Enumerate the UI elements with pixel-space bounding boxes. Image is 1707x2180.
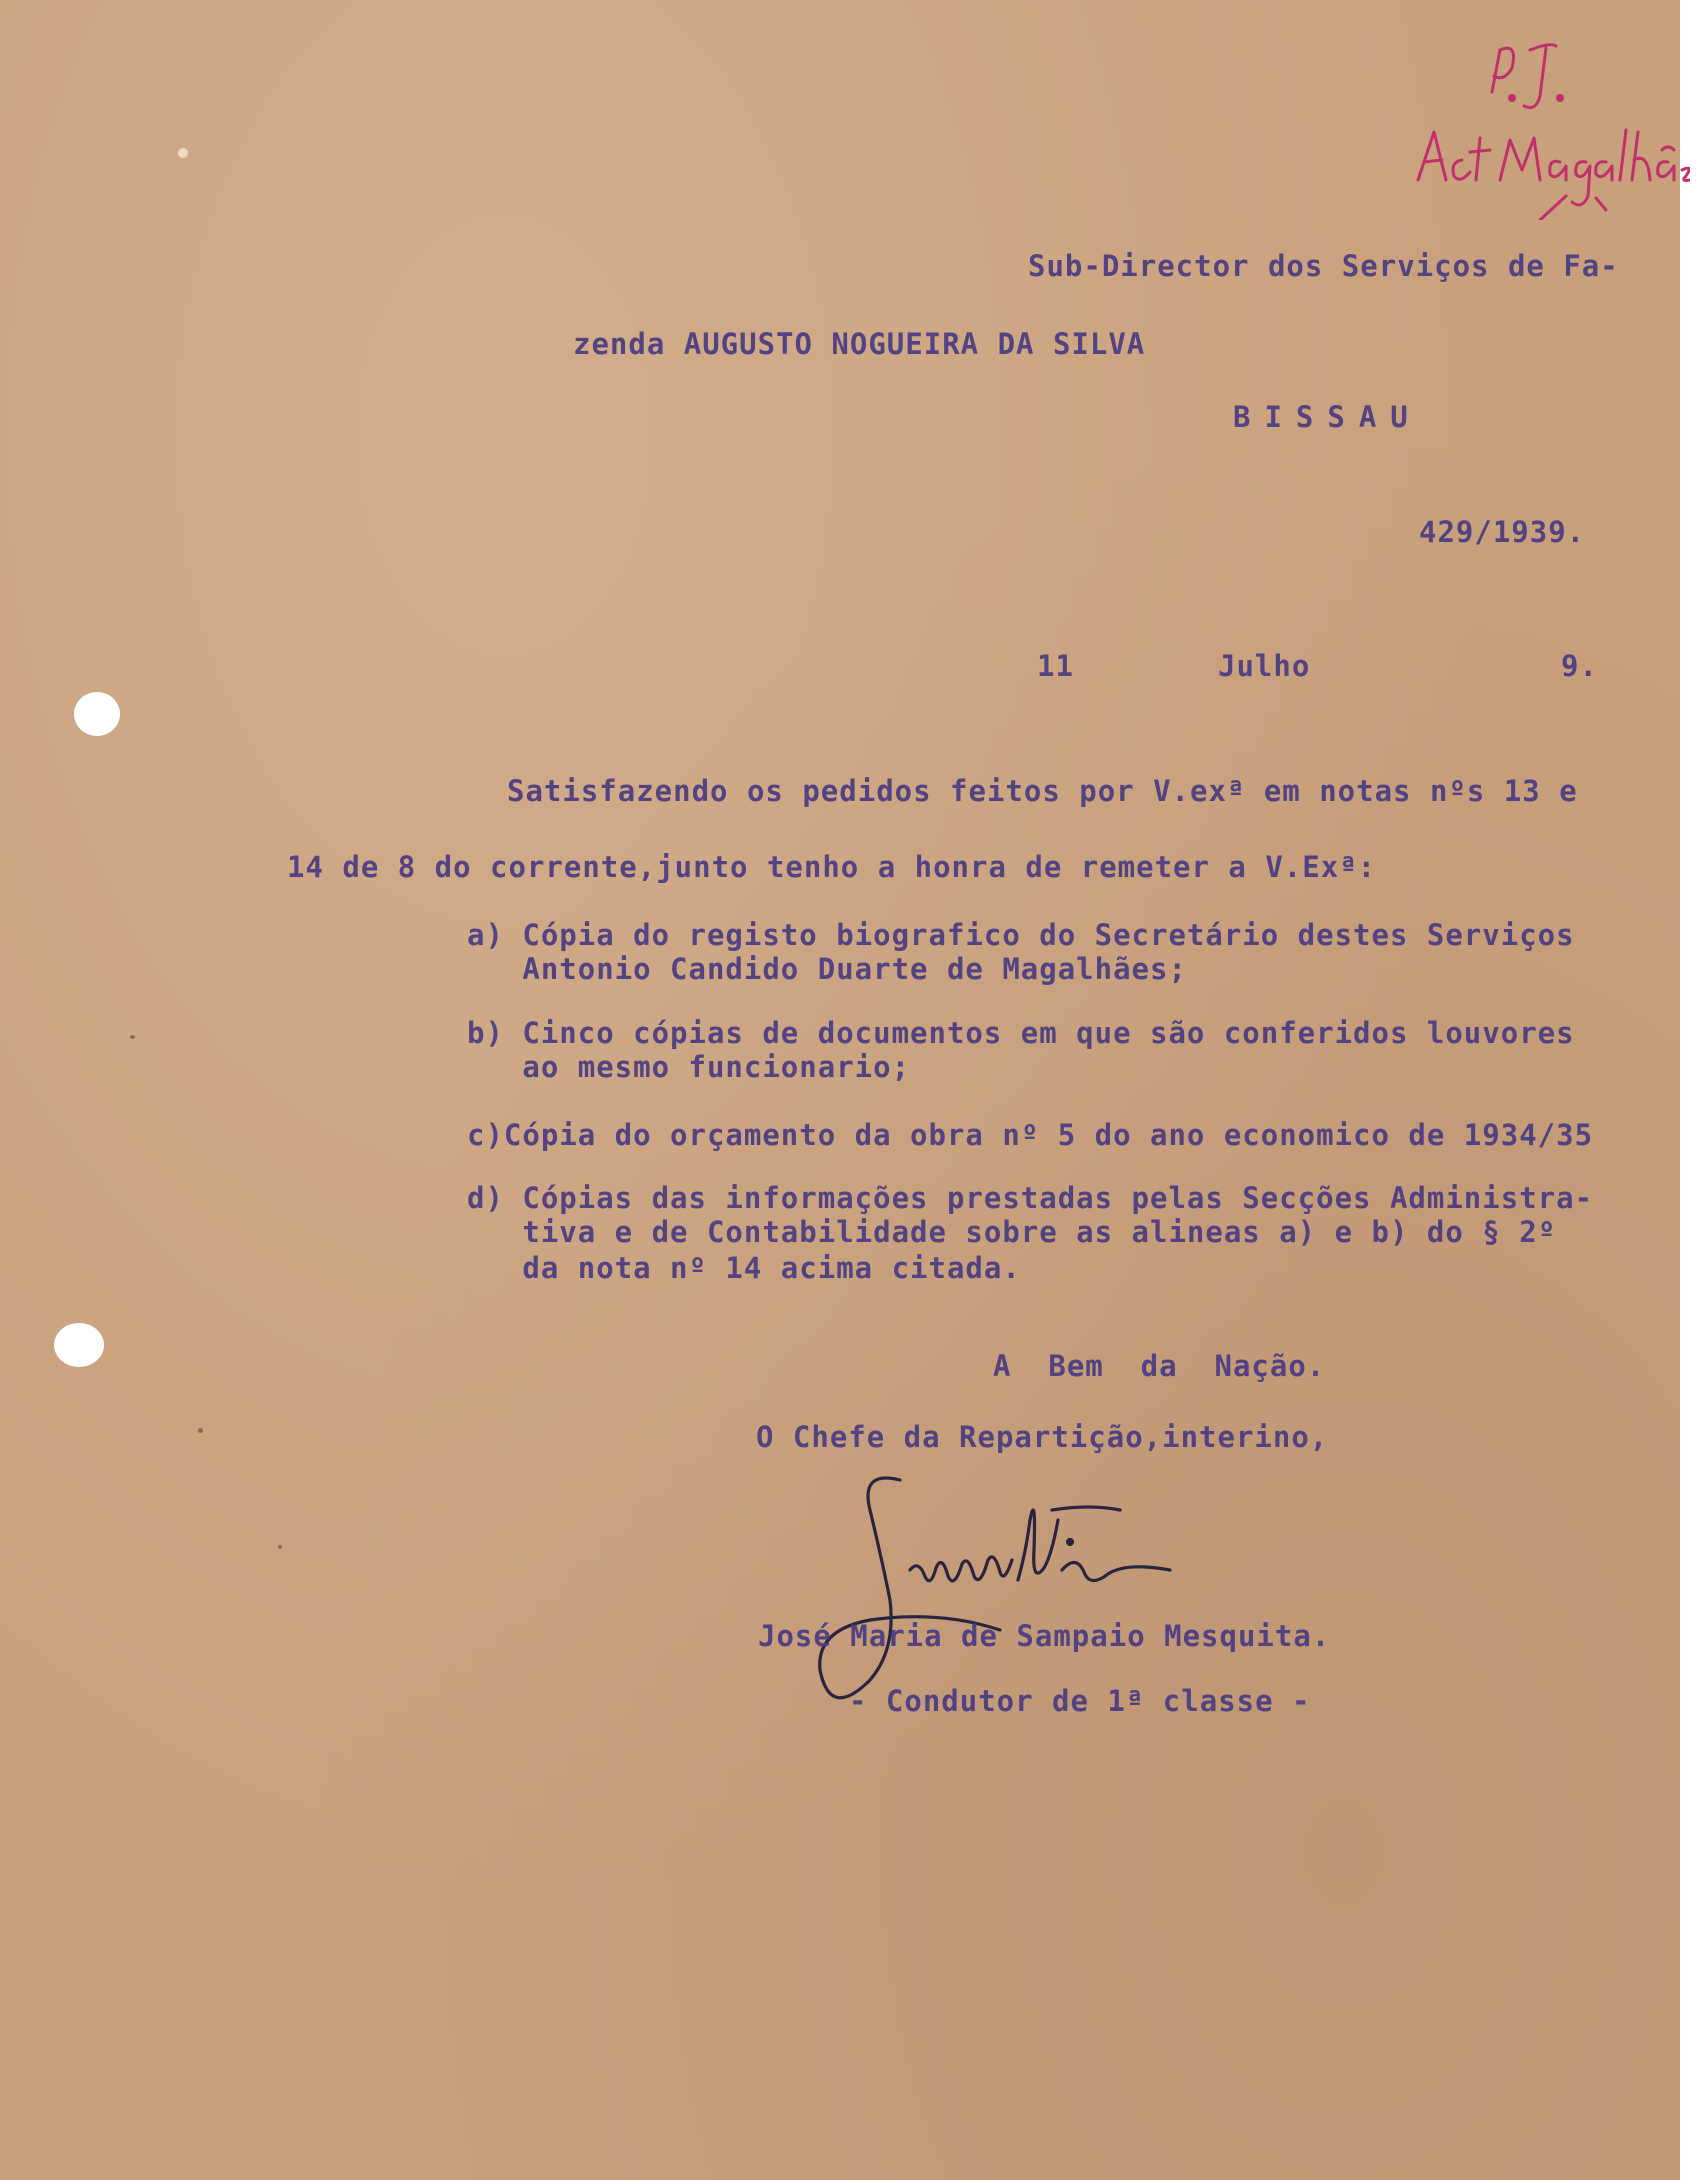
paper-speck	[278, 1545, 282, 1549]
list-item-d-line-1: d) Cópias das informações prestadas pelas Secções Administra-	[467, 1181, 1594, 1215]
list-item-c-line-1: c)Cópia do orçamento da obra nº 5 do ano economico de 1934/35	[467, 1118, 1594, 1152]
punch-hole-upper	[74, 692, 120, 736]
signatory-name: José Maria de Sampaio Mesquita.	[758, 1619, 1331, 1653]
closing-salutation: A Bem da Nação.	[993, 1349, 1326, 1383]
closing-title: O Chefe da Repartição,interino,	[756, 1420, 1329, 1454]
date-day: 11	[1037, 649, 1074, 683]
body-line-2: 14 de 8 do corrente,junto tenho a honra de remeter a V.Exª:	[287, 850, 1377, 884]
reference-number: 429/1939.	[1419, 515, 1586, 549]
body-line-1: Satisfazendo os pedidos feitos por V.exª em notas nºs 13 e	[507, 774, 1578, 808]
list-item-d-line-3: da nota nº 14 acima citada.	[467, 1251, 1021, 1285]
list-item-b-line-2: ao mesmo funcionario;	[467, 1050, 911, 1084]
list-item-b-line-1: b) Cinco cópias de documentos em que são conferidos louvores	[467, 1016, 1575, 1050]
signatory-rank: - Condutor de 1ª classe -	[849, 1684, 1311, 1718]
punch-hole-lower	[54, 1323, 104, 1367]
recipient-place: BISSAU	[1233, 400, 1422, 434]
date-month: Julho	[1218, 649, 1311, 683]
paper-speck	[130, 1035, 135, 1039]
paper-speck	[198, 1428, 203, 1433]
list-item-a-line-2: Antonio Candido Duarte de Magalhães;	[467, 952, 1187, 986]
list-item-d-line-2: tiva e de Contabilidade sobre as alineas a) e b) do § 2º	[467, 1215, 1557, 1249]
recipient-line-2: zenda AUGUSTO NOGUEIRA DA SILVA	[573, 327, 1146, 361]
handwritten-annotation	[1400, 20, 1690, 220]
paper-speck	[178, 148, 188, 158]
list-item-a-line-1: a) Cópia do registo biografico do Secretário destes Serviços	[467, 918, 1575, 952]
recipient-line-1: Sub-Director dos Serviços de Fa-	[1028, 249, 1619, 283]
date-year: 9.	[1561, 649, 1598, 683]
